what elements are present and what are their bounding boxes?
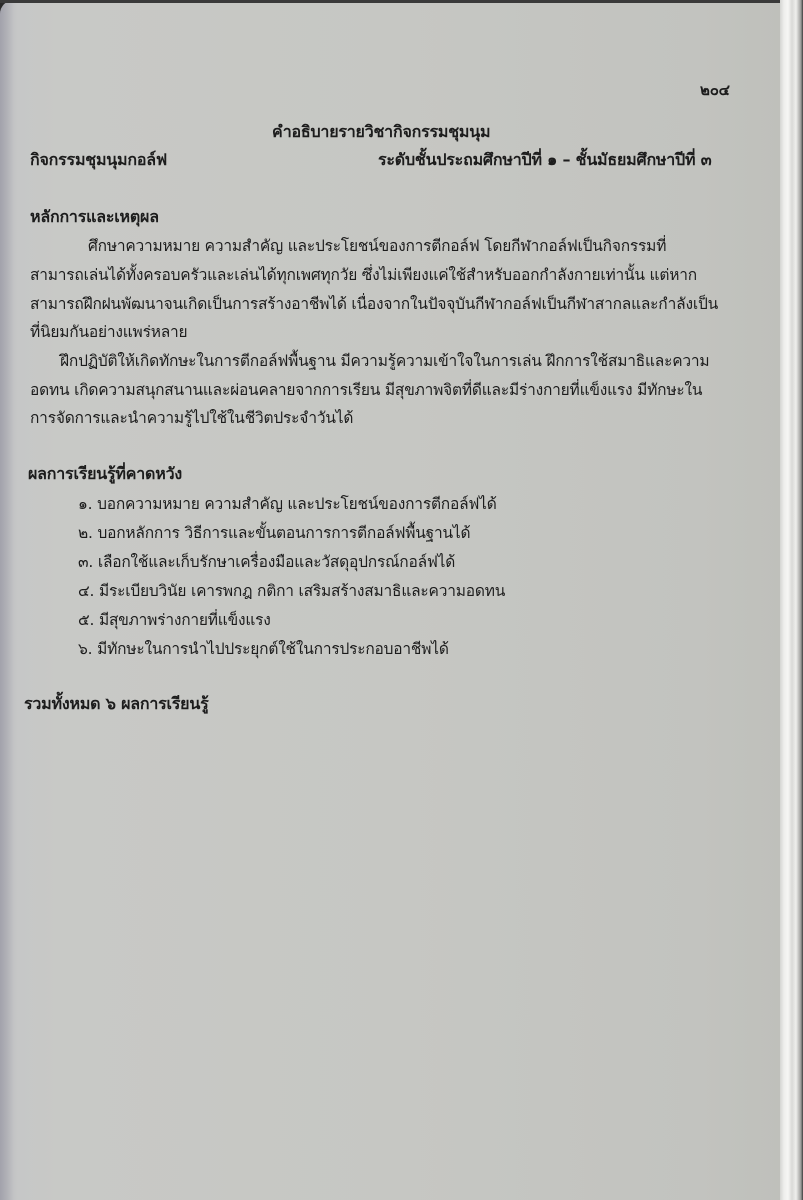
page-stack-edge <box>780 0 803 1200</box>
document-title: คำอธิบายรายวิชากิจกรรมชุมนุม <box>272 122 491 141</box>
rationale-p2-line: อดทน เกิดความสนุกสนานและผ่อนคลายจากการเรียน มีสุขภาพจิตที่ดีและมีร่างกายที่แข็งแรง มีทักษะใน <box>30 381 703 399</box>
rationale-p1-line: ศึกษาความหมาย ความสำคัญ และประโยชน์ของการตีกอล์ฟ โดยกีฬากอล์ฟเป็นกิจกรรมที่ <box>88 237 667 255</box>
outcome-item: ๓. เลือกใช้และเก็บรักษาเครื่องมือและวัสดุอุปกรณ์กอล์ฟได้ <box>78 553 456 571</box>
outcome-item: ๔. มีระเบียบวินัย เคารพกฎ กติกา เสริมสร้างสมาธิและความอดทน <box>78 582 506 600</box>
outcome-item: ๖. มีทักษะในการนำไปประยุกต์ใช้ในการประกอบอาชีพได้ <box>78 640 449 658</box>
rationale-p2-line: ฝึกปฏิบัติให้เกิดทักษะในการตีกอล์ฟพื้นฐาน มีความรู้ความเข้าใจในการเล่น ฝึกการใช้สมาธิและความ <box>60 352 710 370</box>
outcomes-heading: ผลการเรียนรู้ที่คาดหวัง <box>28 464 182 483</box>
grade-level: ระดับชั้นประถมศึกษาปีที่ ๑ – ชั้นมัธยมศึกษาปีที่ ๓ <box>378 150 712 169</box>
rationale-p1-line: ที่นิยมกันอย่างแพร่หลาย <box>30 323 188 341</box>
top-shadow <box>0 0 780 3</box>
rationale-p1-line: สามารถฝึกฝนพัฒนาจนเกิดเป็นการสร้างอาชีพได้ เนื่องจากในปัจจุบันกีฬากอล์ฟเป็นกีฬาสากลและกำลังเป็น <box>30 295 718 313</box>
rationale-p2-line: การจัดการและนำความรู้ไปใช้ในชีวิตประจำวันได้ <box>30 409 354 427</box>
page-number: ๒๐๔ <box>700 81 730 99</box>
outcome-item: ๑. บอกความหมาย ความสำคัญ และประโยชน์ของการตีกอล์ฟได้ <box>78 495 497 513</box>
outcomes-total: รวมทั้งหมด ๖ ผลการเรียนรู้ <box>24 694 209 713</box>
outcome-item: ๕. มีสุขภาพร่างกายที่แข็งแรง <box>78 611 271 629</box>
rationale-p1-line: สามารถเล่นได้ทั้งครอบครัวและเล่นได้ทุกเพศทุกวัย ซึ่งไม่เพียงแค่ใช้สำหรับออกกำลังกายเท่านั้น แต่หาก <box>30 266 697 284</box>
rationale-heading: หลักการและเหตุผล <box>30 207 159 226</box>
outcome-item: ๒. บอกหลักการ วิธีการและขั้นตอนการการตีกอล์ฟพื้นฐานได้ <box>78 524 471 542</box>
course-name: กิจกรรมชุมนุมกอล์ฟ <box>30 150 168 169</box>
